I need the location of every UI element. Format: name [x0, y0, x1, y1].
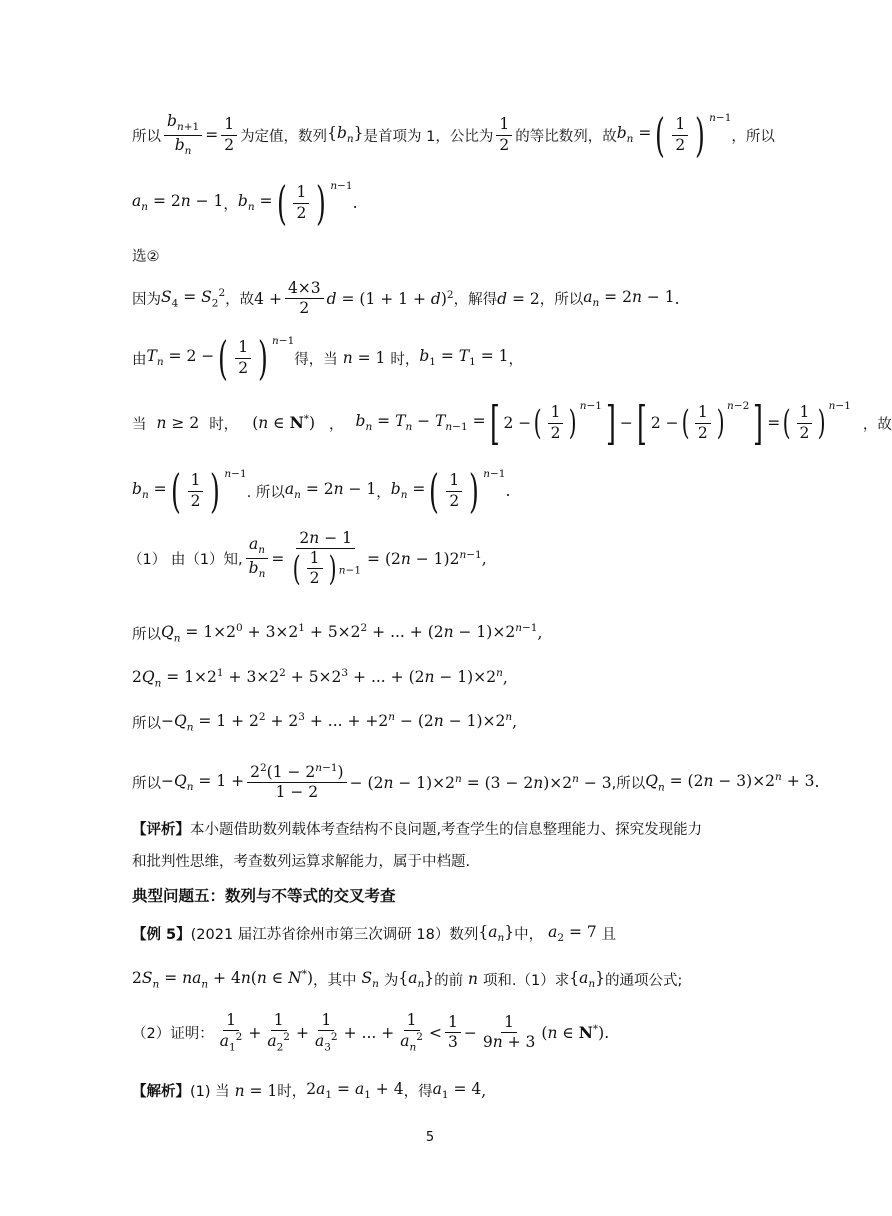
text-line: $2Q_n = 1\times 2^1 + 3\times 2^2 + 5\times 2^3$ + ... + $(2n - 1)\times 2^n$ , — [132, 667, 508, 690]
example-line: （2）证明： $\frac{1}{a_1^2}$ + $\frac{1}{a_2^2}$ + $\frac{1}{a_3^2}$ + ... + $\frac{1}{a_n^2}$ < $\frac{1}{3}$ − $\frac{1}{9n + 3}$ (n ∈ N*) . — [132, 1011, 610, 1054]
text-line: $a_n = 2n - 1$ ， $b_n$ = ( $\frac{1}{2}$ ) $^{n -1}$ . — [132, 176, 358, 230]
review-paragraph: 【评析】 本小题借助数列载体考查结构不良问题,考查学生的信息整理能力、探究发现能力 — [132, 822, 703, 838]
review-paragraph-cont: 和批判性思维，考查数列运算求解能力，属于中档题. — [132, 854, 471, 870]
page-number: 5 — [425, 1130, 435, 1145]
text-line: （1） 由（1）知, $\frac{a_n}{b_n}$ = 2n − 1 ( $\frac{1}{2}$ ) $^{n-1}$ = $(2n - 1)2^{n-1}$ , — [128, 529, 487, 589]
text-line: 所以 $-Q_n = 1$ + $\frac{2^2(1 - 2^{n-1})}{1 - 2}$ − $(2n - 1)\times 2^n = (3 - 2n)\times 2^n - 3$ ,所以 $Q_n = (2n - 3)\times 2^n + 3$ . — [132, 762, 820, 802]
text-line: 当 n ≥ 2 时， (n ∈ N*) ， $b_n = T_n - T_{n-1}$ = [ 2 − ( $\frac{1}{2}$ ) $^{n -1}$ ] − [ 2 − ( $\frac{1}{2}$ ) $^{n -2}$ ] = ( $\frac{1}{2}$ ) $^{n -1}$ ，故 — [132, 396, 892, 450]
text-line: 所以 $-Q_n = 1 + 2^2 + 2^3$ + ... + $+2^n - (2n - 1)\times 2^n$ , — [132, 711, 518, 734]
text-line: 因为 $S_4 = S_2^2$ ，故 4 + $\frac{4\times 3}{2}$ $d = (1 + 1 + d)^2$ ，解得 d = 2 ，所以 $a_n = 2n - 1$ . — [132, 279, 680, 318]
text-line: 由 $T_n = 2$ − ( $\frac{1}{2}$ ) $^{n -1}$ 得，当 n = 1 时， $b_1 = T_1 = 1$ ， — [132, 331, 524, 385]
text-line: $b_n$ = ( $\frac{1}{2}$ ) $^{n -1}$ . 所以 $a_n = 2n - 1$ ， $b_n$ = ( $\frac{1}{2}$ ) $^{n -1}$ . — [132, 464, 511, 518]
example-line: 【例 5】 (2021 届江苏省徐州市第三次调研 18）数列 $\{a_n\}$ 中， $a_2 = 7$ 且 — [132, 923, 617, 945]
text-line: 选② — [132, 249, 160, 265]
section-heading: 典型问题五：数列与不等式的交叉考查 — [132, 887, 396, 905]
text-line: 所以 $\frac{b_{n+1}}{b_n}$ = $\frac{1}{2}$ 为定值，数列 $\{b_n\}$ 是首项为 1，公比为 $\frac{1}{2}$ 的等比数列，故 $b_n$ = ( $\frac{1}{2}$ ) $^{n -1}$ ，所以 — [132, 108, 775, 162]
text-line: 所以 $Q_n = 1\times 2^0 + 3\times 2^1 + 5\times 2^2$ + ... + $(2n - 1)\times 2^{n-1}$ , — [132, 622, 543, 645]
solution-line: 【解析】 (1) 当 n = 1 时， $2a_1 = a_1 + 4$ ，得 $a_1 = 4$ , — [132, 1080, 487, 1102]
example-line: $2S_n = na_n + 4n(n$ ∈ N*) ，其中 $S_n$ 为 $\{a_n\}$ 的前 n 项和.（1）求 $\{a_n\}$ 的通项公式; — [132, 968, 683, 991]
